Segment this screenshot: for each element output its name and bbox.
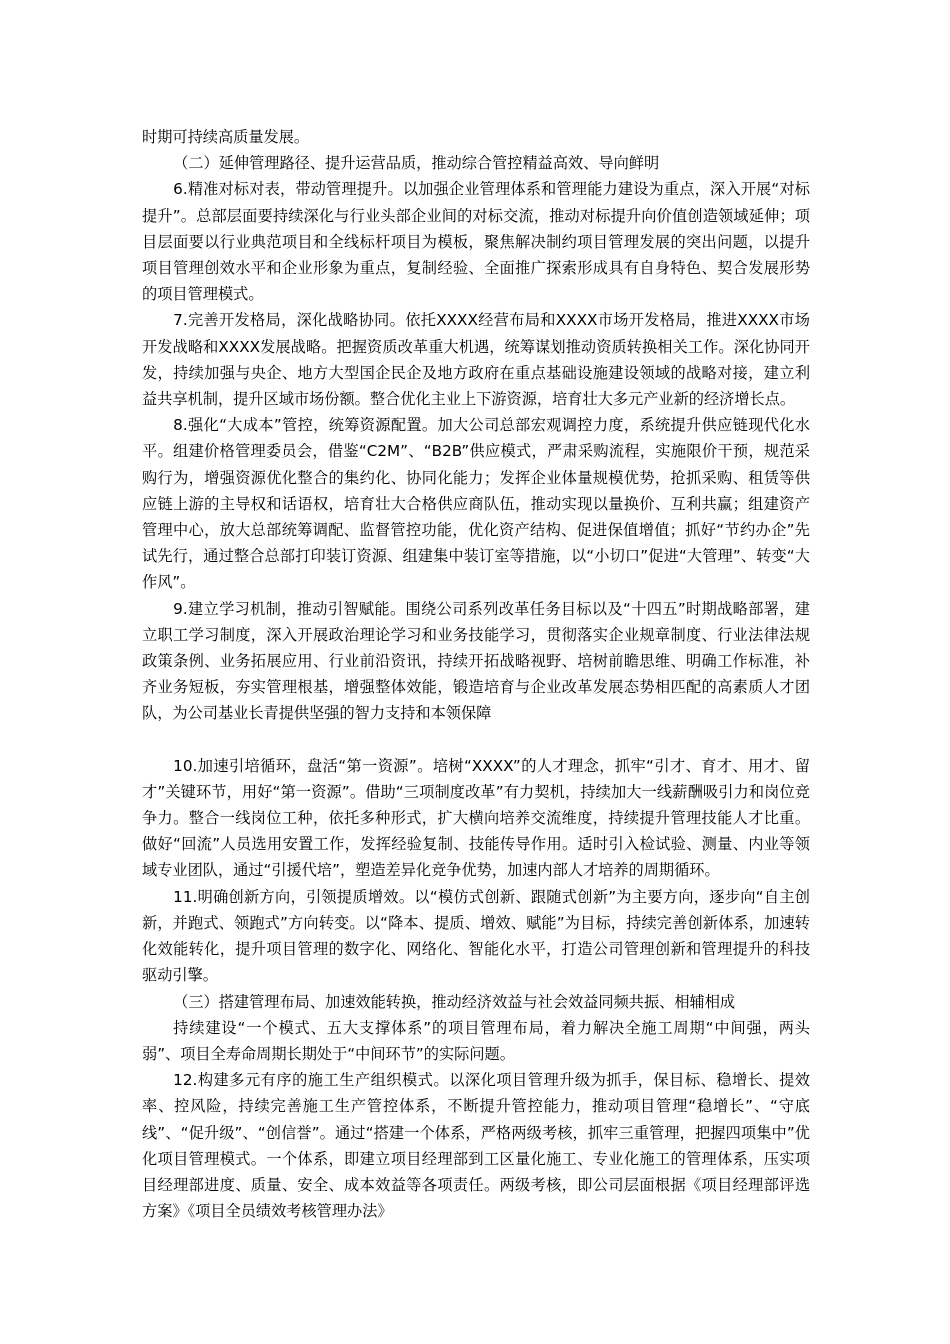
paragraph-item-7: 7.完善开发格局，深化战略协同。依托XXXX经营布局和XXXX市场开发格局，推进XXXX市场开发战略和XXXX发展战略。把握资质改革重大机遇，统筹谋划推动资质转换相关工作。深化协同开发，持续加强与央企、地方大型国企民企及地方政府在重点基础设施建设领域的战略对接，建立利益共享机制，提升区域市场份额。整合优化主业上下游资源，培育壮大多元产业新的经济增长点。 (142, 311, 810, 409)
section-heading-3: （三）搭建管理布局、加速效能转换，推动经济效益与社会效益同频共振、相辅相成 (173, 992, 736, 1011)
paragraph-item-12: 12.构建多元有序的施工生产组织模式。以深化项目管理升级为抓手，保目标、稳增长、提效率、控风险，持续完善施工生产管控体系，不断提升管控能力，推动项目管理“稳增长”、“守底线”、“促升级”、“创信誉”。通过“搭建一个体系，严格两级考核，抓牢三重管理，把握四项集中”优化项目管理模式。一个体系，即建立项目经理部到工区量化施工、专业化施工的管理体系，压实项目经理部进度、质量、安全、成本效益等各项责任。两级考核，即公司层面根据《项目经理部评选方案》《项目全员绩效考核管理办法》 (142, 1071, 810, 1221)
paragraph-item-6: 6.精准对标对表，带动管理提升。以加强企业管理体系和管理能力建设为重点，深入开展“对标提升”。总部层面要持续深化与行业头部企业间的对标交流，推动对标提升向价值创造领域延伸；项目层面要以行业典范项目和全线标杆项目为模板，聚焦解决制约项目管理发展的突出问题，以提升项目管理创效水平和企业形象为重点，复制经验、全面推广探索形成具有自身特色、契合发展形势的项目管理模式。 (142, 180, 810, 304)
paragraph-spacer (142, 727, 810, 753)
paragraph-item-11: 11.明确创新方向，引领提质增效。以“模仿式创新、跟随式创新”为主要方向，逐步向“自主创新，并跑式、领跑式”方向转变。以“降本、提质、增效、赋能”为目标，持续完善创新体系，加速转化效能转化，提升项目管理的数字化、网络化、智能化水平，打造公司管理创新和管理提升的科技驱动引擎。 (142, 887, 810, 985)
paragraph-item-9: 9.建立学习机制，推动引智赋能。围绕公司系列改革任务目标以及“十四五”时期战略部署，建立职工学习制度，深入开展政治理论学习和业务技能学习，贯彻落实企业规章制度、行业法律法规政策条例、业务拓展应用、行业前沿资讯，持续开拓战略视野、培树前瞻思维、明确工作标准，补齐业务短板，夯实管理根基，增强整体效能，锻造培育与企业改革发展态势相匹配的高素质人才团队，为公司基业长青提供坚强的智力支持和本领保障 (142, 599, 810, 723)
section-heading-2: （二）延伸管理路径、提升运营品质，推动综合管控精益高效、导向鲜明 (173, 154, 660, 173)
paragraph-item-8: 8.强化“大成本”管控，统筹资源配置。加大公司总部宏观调控力度，系统提升供应链现代化水平。组建价格管理委员会，借鉴“C2M”、“B2B”供应模式，严肃采购流程，实施限价干预，规范采购行为，增强资源优化整合的集约化、协同化能力；发挥企业体量规模优势，抢抓采购、租赁等供应链上游的主导权和话语权，培育壮大合格供应商队伍，推动实现以量换价、互利共赢；组建资产管理中心，放大总部统筹调配、监督管控功能，优化资产结构、促进保值增值；抓好“节约办企”先试先行，通过整合总部打印装订资源、组建集中装订室等措施，以“小切口”促进“大管理”、转变“大作风”。 (142, 416, 810, 592)
paragraph-continuation: 时期可持续高质量发展。 (142, 128, 310, 146)
paragraph-item-10: 10.加速引培循环，盘活“第一资源”。培树“XXXX”的人才理念，抓牢“引才、育才、用才、留才”关键环节，用好“第一资源”。借助“三项制度改革”有力契机，持续加大一线薪酬吸引力和岗位竞争力。整合一线岗位工种，依托多种形式，扩大横向培养交流维度，持续提升管理技能人才比重。做好“回流”人员选用安置工作，发挥经验复制、技能传导作用。适时引入检试验、测量、内业等领域专业团队，通过“引援代培”，塑造差异化竞争优势，加速内部人才培养的周期循环。 (142, 756, 810, 880)
paragraph-section-intro: 持续建设“一个模式、五大支撑体系”的项目管理布局，着力解决全施工周期“中间强，两头弱”、项目全寿命周期长期处于“中间环节”的实际问题。 (142, 1018, 810, 1063)
document-body (142, 124, 810, 1224)
